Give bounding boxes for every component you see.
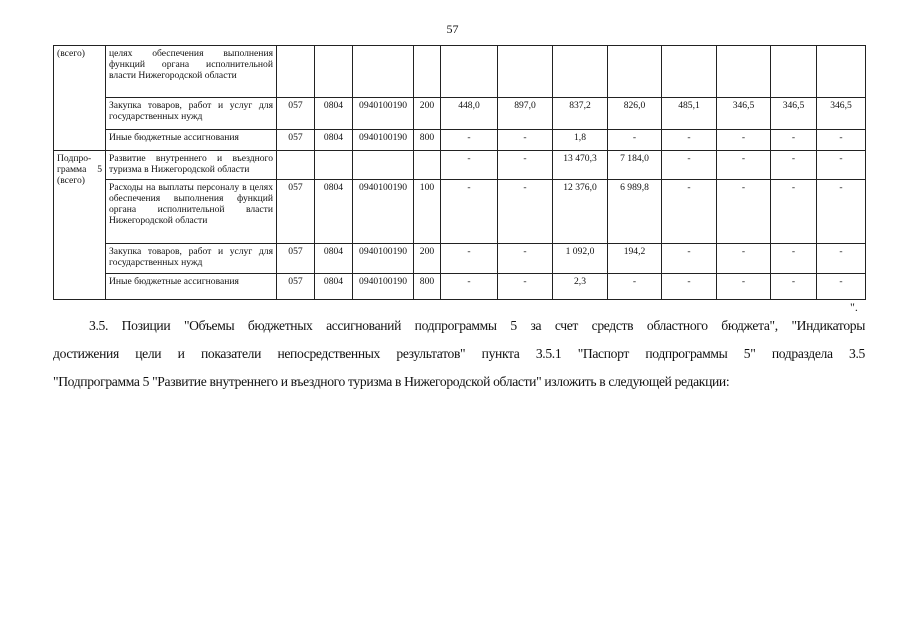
amount-cell: - [662,180,717,244]
amount-cell: 448,0 [441,98,498,130]
code-cell: 0940100190 [353,244,414,274]
amount-cell: - [771,274,817,300]
amount-cell: - [662,274,717,300]
table-row [54,130,866,151]
amount-cell [441,46,498,98]
expense-description: Закупка товаров, работ и услуг для государственных нужд [106,98,277,130]
amount-cell: 485,1 [662,98,717,130]
amount-cell: - [498,274,553,300]
table-row [54,46,866,98]
amount-cell: 194,2 [608,244,662,274]
amount-cell: 346,5 [717,98,771,130]
amount-cell: - [717,180,771,244]
amount-cell: - [717,244,771,274]
amount-cell [771,46,817,98]
code-cell: 0940100190 [353,98,414,130]
code-cell: 0804 [315,274,353,300]
code-cell: 0940100190 [353,180,414,244]
amount-cell: - [441,274,498,300]
code-cell: 0804 [315,98,353,130]
amount-cell [817,46,866,98]
paragraph-line: 3.5. Позиции "Объемы бюджетных ассигнований подпрограммы 5 за счет средств областного бюджета", "Индикаторы [89,318,865,333]
amount-cell: - [771,151,817,180]
expense-description: Развитие внутреннего и въездного туризма в Нижегородской области [106,151,277,180]
code-cell [414,151,441,180]
amount-cell: - [817,274,866,300]
amount-cell: - [771,244,817,274]
table-row [54,98,866,130]
expense-description: Иные бюджетные ассигнования [106,274,277,300]
amount-cell: - [608,274,662,300]
amount-cell: - [662,151,717,180]
amount-cell: - [498,180,553,244]
amount-cell: 12 376,0 [553,180,608,244]
table-row [54,244,866,274]
code-cell: 0804 [315,180,353,244]
code-cell: 800 [414,274,441,300]
code-cell: 0804 [315,244,353,274]
code-cell: 057 [277,130,315,151]
amount-cell: - [441,180,498,244]
code-cell [277,46,315,98]
amount-cell [717,46,771,98]
amount-cell: 346,5 [771,98,817,130]
amount-cell: - [817,180,866,244]
code-cell: 200 [414,244,441,274]
expense-description: целях обеспечения выполнения функций органа исполнительной власти Нижегородской области [106,46,277,98]
code-cell: 0940100190 [353,130,414,151]
table-row [54,180,866,244]
paragraph-line: "Подпрограмма 5 "Развитие внутреннего и въездного туризма в Нижегородской области" изложить в следующей редакции: [53,374,730,389]
code-cell: 800 [414,130,441,151]
amount-cell [553,46,608,98]
code-cell [353,46,414,98]
amount-cell: - [498,130,553,151]
code-cell: 057 [277,180,315,244]
amount-cell: 6 989,8 [608,180,662,244]
code-cell [315,46,353,98]
amount-cell: - [608,130,662,151]
table-row [54,151,866,180]
amount-cell [662,46,717,98]
amount-cell: - [771,180,817,244]
amount-cell: 7 184,0 [608,151,662,180]
amount-cell: - [717,274,771,300]
code-cell: 0940100190 [353,274,414,300]
amount-cell: 2,3 [553,274,608,300]
subprogram-label: (всего) [54,46,106,151]
subprogram-label: Подпро-грамма 5 (всего) [54,151,106,300]
expense-description: Расходы на выплаты персоналу в целях обеспечения выполнения функций органа исполнительной власти Нижегородской области [106,180,277,244]
code-cell [414,46,441,98]
code-cell [353,151,414,180]
amount-cell: 13 470,3 [553,151,608,180]
amount-cell: - [498,244,553,274]
amount-cell: - [817,130,866,151]
expense-description: Закупка товаров, работ и услуг для государственных нужд [106,244,277,274]
budget-table [53,45,866,300]
amount-cell: - [441,130,498,151]
amount-cell: - [441,151,498,180]
paragraph-line: достижения цели и показатели непосредственных результатов" пункта 3.5.1 "Паспорт подпрограммы 5" подраздела 3.5 [53,346,865,361]
code-cell: 057 [277,98,315,130]
amount-cell: 1 092,0 [553,244,608,274]
amount-cell: - [441,244,498,274]
amount-cell: 346,5 [817,98,866,130]
amount-cell: - [817,151,866,180]
amount-cell: 837,2 [553,98,608,130]
code-cell: 100 [414,180,441,244]
amount-cell [498,46,553,98]
code-cell [315,151,353,180]
amount-cell: - [498,151,553,180]
page-number: 57 [446,22,459,36]
table-row [54,274,866,300]
closing-quote: ". [850,300,858,314]
amount-cell: 826,0 [608,98,662,130]
amount-cell: - [717,151,771,180]
code-cell: 057 [277,244,315,274]
amount-cell: - [771,130,817,151]
amount-cell [608,46,662,98]
amount-cell: 897,0 [498,98,553,130]
expense-description: Иные бюджетные ассигнования [106,130,277,151]
code-cell: 057 [277,274,315,300]
paragraph-3-5 [53,316,865,400]
code-cell: 200 [414,98,441,130]
code-cell: 0804 [315,130,353,151]
amount-cell: 1,8 [553,130,608,151]
amount-cell: - [817,244,866,274]
amount-cell: - [717,130,771,151]
amount-cell: - [662,130,717,151]
code-cell [277,151,315,180]
amount-cell: - [662,244,717,274]
